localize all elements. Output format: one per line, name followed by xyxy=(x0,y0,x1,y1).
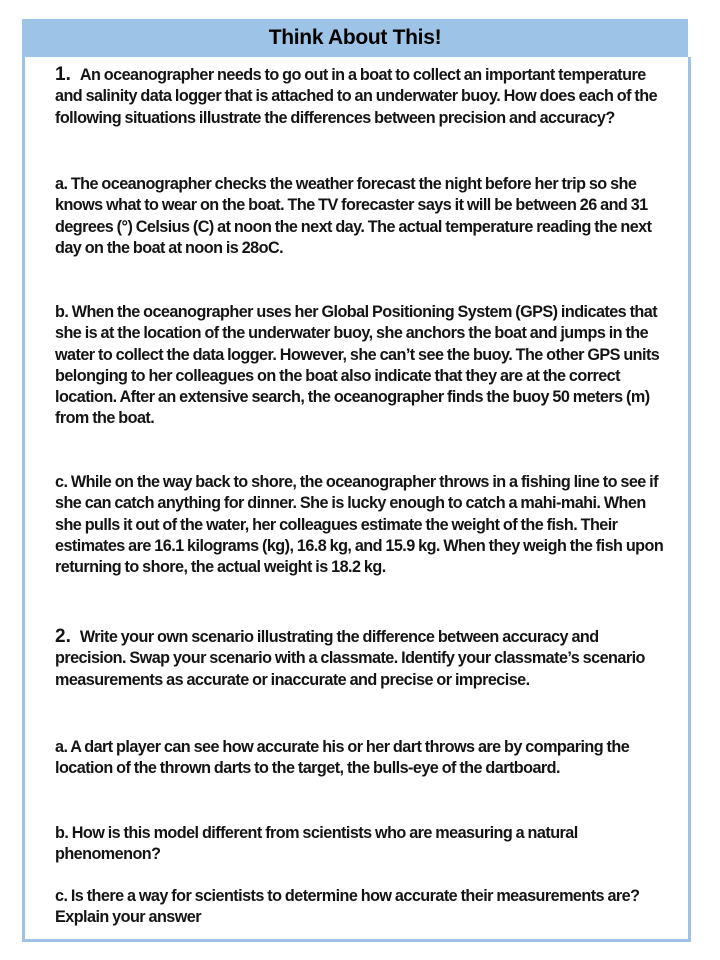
question-1-part-b: b. When the oceanographer uses her Global Positioning System (GPS) indicates that she is at the location of the underwater buoy, she anchors the boat and jumps in the water to collect the data logger. However, she can’t see the buoy. The other GPS units belonging to her colleagues on the boat also indicate that they are at the correct location. After an extensive search, the oceanographer finds the buoy 50 meters (m) from the boat. xyxy=(55,303,660,428)
header-band xyxy=(22,19,688,57)
page-title: Think About This! xyxy=(268,26,442,49)
question-2-part-c: c. Is there a way for scientists to determine how accurate their measurements are? Explain your answer xyxy=(55,887,640,927)
question-2-part-a: a. A dart player can see how accurate his or her dart throws are by comparing the location of the thrown darts to the target, the bulls-eye of the dartboard. xyxy=(55,738,630,778)
question-1 xyxy=(55,64,665,129)
question-2-part-b: b. How is this model different from scientists who are measuring a natural phenomenon? xyxy=(55,824,578,864)
question-2 xyxy=(55,626,665,691)
question-text: An oceanographer needs to go out in a boat to collect an important temperature and salinity data logger that is attached to an underwater buoy. How does each of the following situations illustrate the differences between precision and accuracy? xyxy=(55,66,658,127)
question-number: 1. xyxy=(55,64,71,85)
question-number: 2. xyxy=(55,626,71,647)
question-1-part-a: a. The oceanographer checks the weather forecast the night before her trip so she knows what to wear on the boat. The TV forecaster says it will be between 26 and 31 degrees (°) Celsius (C) at noon the next day. The actual temperature reading the next day on the boat at noon is 28oC. xyxy=(55,175,652,257)
question-1-part-c: c. While on the way back to shore, the oceanographer throws in a fishing line to see if she can catch anything for dinner. She is lucky enough to catch a mahi-mahi. When she pulls it out of the water, her colleagues estimate the weight of the fish. Their estimates are 16.1 kilograms (kg), 16.8 kg, and 15.9 kg. When they weigh the fish upon returning to shore, the actual weight is 18.2 kg. xyxy=(55,473,664,577)
question-text: Write your own scenario illustrating the difference between accuracy and precision. Swap your scenario with a classmate. Identify your classmate’s scenario measurements as accurate or inaccurate and precise or imprecise. xyxy=(55,628,645,689)
